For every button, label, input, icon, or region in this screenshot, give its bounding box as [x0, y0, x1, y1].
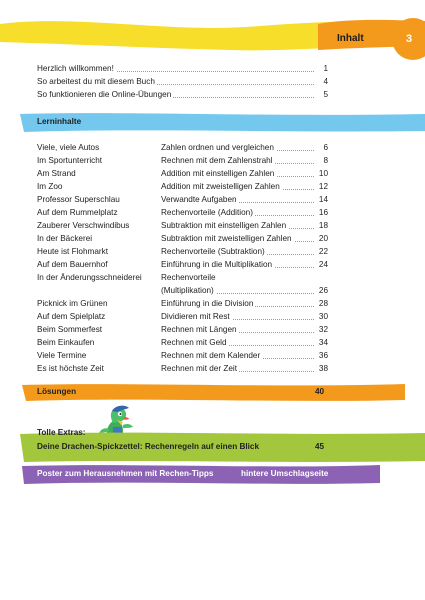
lesson-row[interactable] — [37, 350, 328, 362]
lesson-page: 16 — [318, 208, 328, 217]
lesson-topic: Einführung in die Multiplikation — [161, 260, 273, 269]
extras-item-label[interactable]: Deine Drachen-Spickzettel: Rechenregeln auf einen Blick — [37, 442, 260, 451]
lesson-topic: Zahlen ordnen und vergleichen — [161, 143, 274, 152]
lesson-page: 34 — [318, 338, 328, 347]
header-wave — [0, 0, 425, 60]
lesson-topic: Subtraktion mit zweistelligen Zahlen — [161, 234, 292, 243]
lesson-page: 8 — [323, 156, 328, 165]
lesson-topic: Rechnen mit der Zeit — [161, 364, 237, 373]
lesson-page: 38 — [318, 364, 328, 373]
lesson-row[interactable] — [37, 155, 328, 167]
lesson-topic: Dividieren mit Rest — [161, 312, 230, 321]
lesson-topic: Einführung in die Division — [161, 299, 254, 308]
toc-entry[interactable] — [37, 63, 328, 75]
lesson-place: In der Änderungsschneiderei — [37, 273, 142, 282]
lesson-topic: Rechenvorteile — [161, 273, 216, 282]
lesson-page: 32 — [318, 325, 328, 334]
lesson-place: Professor Superschlau — [37, 195, 120, 204]
lesson-row[interactable] — [37, 194, 328, 206]
lesson-topic: Rechnen mit dem Kalender — [161, 351, 261, 360]
lesson-topic: Addition mit einstelligen Zahlen — [161, 169, 275, 178]
solutions-label: Lösungen — [37, 387, 77, 396]
lesson-topic: Rechnen mit dem Zahlenstrahl — [161, 156, 273, 165]
lesson-row[interactable] — [37, 337, 328, 349]
lesson-place: In der Bäckerei — [37, 234, 93, 243]
lesson-row[interactable] — [37, 181, 328, 193]
section-title: Lerninhalte — [37, 117, 82, 126]
toc-entry-page: 1 — [323, 64, 328, 73]
lesson-place: Am Strand — [37, 169, 76, 178]
lesson-place: Im Sportunterricht — [37, 156, 103, 165]
lesson-place: Beim Sommerfest — [37, 325, 103, 334]
page-title: Inhalt — [337, 33, 364, 44]
lesson-page: 36 — [318, 351, 328, 360]
solutions-page[interactable]: 40 — [315, 387, 325, 396]
lesson-place: Im Zoo — [37, 182, 63, 191]
lesson-row[interactable] — [37, 233, 328, 245]
lesson-place: Es ist höchste Zeit — [37, 364, 104, 373]
lesson-row[interactable] — [37, 142, 328, 154]
lesson-row[interactable] — [37, 311, 328, 323]
toc-entry-label: So funktionieren die Online-Übungen — [37, 90, 172, 99]
lesson-place: Zauberer Verschwindibus — [37, 221, 130, 230]
lesson-page: 6 — [323, 143, 328, 152]
lesson-topic: (Multiplikation) — [161, 286, 214, 295]
lesson-topic: Rechenvorteile (Addition) — [161, 208, 253, 217]
lesson-row[interactable] — [37, 168, 328, 180]
lesson-place: Auf dem Bauernhof — [37, 260, 108, 269]
toc-entry-page: 4 — [323, 77, 328, 86]
lesson-row[interactable] — [37, 363, 328, 375]
lesson-place: Viele Termine — [37, 351, 87, 360]
lesson-place: Picknick im Grünen — [37, 299, 108, 308]
lesson-topic: Subtraktion mit einstelligen Zahlen — [161, 221, 287, 230]
lesson-page: 28 — [318, 299, 328, 308]
lesson-page: 22 — [318, 247, 328, 256]
lesson-page: 20 — [318, 234, 328, 243]
poster-label: Poster zum Herausnehmen mit Rechen-Tipps — [37, 469, 214, 478]
lesson-row[interactable] — [37, 259, 328, 271]
lesson-row[interactable] — [37, 324, 328, 336]
lesson-row[interactable] — [37, 285, 328, 297]
lesson-row[interactable] — [37, 207, 328, 219]
lesson-place: Beim Einkaufen — [37, 338, 95, 347]
poster-location: hintere Umschlagseite — [241, 469, 329, 478]
lesson-row[interactable] — [37, 246, 328, 258]
lesson-place: Auf dem Rummelplatz — [37, 208, 118, 217]
toc-entry-label: So arbeitest du mit diesem Buch — [37, 77, 155, 86]
lesson-page: 18 — [318, 221, 328, 230]
lesson-place: Viele, viele Autos — [37, 143, 100, 152]
lesson-row[interactable] — [37, 298, 328, 310]
lesson-page: 12 — [318, 182, 328, 191]
lesson-page: 30 — [318, 312, 328, 321]
lesson-place: Heute ist Flohmarkt — [37, 247, 108, 256]
lesson-row[interactable] — [37, 220, 328, 232]
lesson-topic: Rechnen mit Geld — [161, 338, 227, 347]
toc-entry-page: 5 — [323, 90, 328, 99]
page-number: 3 — [406, 33, 413, 45]
extras-item-page[interactable]: 45 — [315, 442, 325, 451]
lesson-row[interactable] — [37, 272, 328, 284]
toc-entry-label: Herzlich willkommen! — [37, 64, 114, 73]
lesson-topic: Verwandte Aufgaben — [161, 195, 237, 204]
lesson-page: 26 — [318, 286, 328, 295]
lesson-page: 24 — [318, 260, 328, 269]
lesson-topic: Addition mit zweistelligen Zahlen — [161, 182, 280, 191]
toc-entry[interactable] — [37, 89, 328, 101]
lesson-page: 10 — [318, 169, 328, 178]
toc-entry[interactable] — [37, 76, 328, 88]
lesson-topic: Rechnen mit Längen — [161, 325, 237, 334]
lesson-place: Auf dem Spielplatz — [37, 312, 106, 321]
lesson-topic: Rechenvorteile (Subtraktion) — [161, 247, 265, 256]
extras-heading: Tolle Extras: — [37, 428, 86, 437]
lesson-page: 14 — [318, 195, 328, 204]
